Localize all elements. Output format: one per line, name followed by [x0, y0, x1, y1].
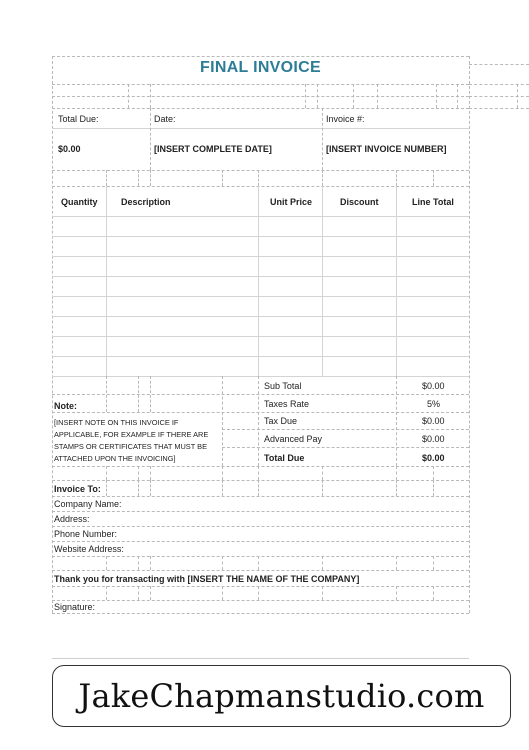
grid-line	[396, 376, 397, 466]
signature-label: Signature:	[54, 602, 96, 612]
grid-line	[52, 84, 469, 85]
grid-line	[52, 108, 469, 109]
grid-line	[150, 376, 151, 412]
grid-line	[377, 84, 378, 108]
grid-line	[396, 186, 397, 376]
grid-line	[128, 84, 129, 108]
grid-line	[396, 170, 397, 186]
watermark-banner	[52, 665, 511, 727]
grid-line	[52, 613, 469, 614]
invoice-number-label: Invoice #:	[326, 114, 365, 124]
website-address-label: Website Address:	[54, 544, 124, 554]
grid-line	[138, 556, 139, 570]
table-row	[52, 236, 469, 237]
grid-line	[222, 556, 223, 570]
total-due-label: Total Due:	[58, 114, 99, 124]
grid-line	[138, 466, 139, 480]
taxes-rate-label: Taxes Rate	[264, 399, 310, 409]
table-row	[52, 296, 469, 297]
date-label: Date:	[154, 114, 176, 124]
grid-line	[258, 480, 259, 496]
grid-line	[469, 56, 470, 613]
grid-line	[138, 586, 139, 600]
column-header-description: Description	[121, 197, 171, 207]
grid-line	[52, 128, 469, 129]
grid-line	[106, 466, 107, 480]
grand-total-label: Total Due	[264, 453, 305, 463]
column-header-line-total: Line Total	[412, 197, 454, 207]
grid-line	[258, 466, 259, 480]
grid-line	[469, 108, 529, 109]
address-label: Address:	[54, 514, 90, 524]
grid-line	[150, 108, 151, 170]
grid-line	[222, 480, 223, 496]
grid-line	[469, 96, 529, 97]
grid-line	[396, 556, 397, 570]
grid-line	[258, 586, 259, 600]
divider	[52, 658, 469, 659]
grand-total-value: $0.00	[422, 453, 445, 463]
grid-line	[396, 480, 397, 496]
grid-line	[353, 84, 354, 108]
grid-line	[517, 84, 518, 108]
table-row	[52, 276, 469, 277]
grid-line	[258, 170, 259, 186]
invoice-to-label: Invoice To:	[54, 484, 101, 494]
grid-line	[150, 586, 151, 600]
grid-line	[52, 526, 469, 527]
grid-line	[52, 570, 469, 571]
table-row	[52, 216, 469, 217]
column-header-unit-price: Unit Price	[270, 197, 313, 207]
grid-line	[222, 447, 469, 448]
grid-line	[52, 600, 469, 601]
grid-line	[52, 170, 469, 171]
advanced-pay-label: Advanced Pay	[264, 434, 323, 444]
grid-line	[222, 586, 223, 600]
grid-line	[52, 556, 469, 557]
tax-due-label: Tax Due	[264, 416, 298, 426]
watermark-text: JakeChapmanstudio.com	[78, 677, 485, 715]
grid-line	[222, 429, 469, 430]
grid-line	[433, 556, 434, 570]
grid-line	[52, 511, 469, 512]
grid-line	[322, 170, 323, 186]
grid-line	[52, 412, 469, 413]
grid-line	[222, 466, 223, 480]
grid-line	[396, 586, 397, 600]
grid-line	[322, 586, 323, 600]
grid-line	[396, 466, 397, 480]
thank-you-message: Thank you for transacting with [INSERT THE NAME OF THE COMPANY]	[54, 574, 360, 584]
grid-line	[106, 556, 107, 570]
note-label: Note:	[54, 401, 77, 411]
grid-line	[106, 586, 107, 600]
table-row	[52, 256, 469, 257]
grid-line	[433, 586, 434, 600]
taxes-rate-value: 5%	[427, 399, 441, 409]
note-text: [INSERT NOTE ON THIS INVOICE IF APPLICABLE, FOR EXAMPLE IF THERE ARE STAMPS OR CERTIFICATES THAT MUST BE ATTACHED UPON THE INVOICING]	[54, 418, 209, 463]
grid-line	[258, 376, 259, 466]
sub-total-value: $0.00	[422, 381, 445, 391]
grid-line	[222, 170, 223, 186]
grid-line	[258, 556, 259, 570]
grid-line	[433, 466, 434, 480]
grid-line	[436, 84, 437, 108]
grid-line	[106, 376, 107, 412]
sub-total-label: Sub Total	[264, 381, 302, 391]
grid-line	[106, 186, 107, 376]
grid-line	[106, 480, 107, 496]
grid-line	[317, 84, 318, 108]
grid-line	[150, 170, 151, 186]
grid-line	[457, 84, 458, 108]
grid-line	[52, 56, 53, 613]
table-row	[52, 356, 469, 357]
grid-line	[52, 394, 469, 395]
invoice-number-value: [INSERT INVOICE NUMBER]	[326, 144, 447, 154]
advanced-pay-value: $0.00	[422, 434, 445, 444]
grid-line	[258, 186, 259, 376]
grid-line	[322, 466, 323, 480]
phone-number-label: Phone Number:	[54, 529, 118, 539]
date-value: [INSERT COMPLETE DATE]	[154, 144, 272, 154]
grid-line	[322, 480, 323, 496]
grid-line	[433, 480, 434, 496]
grid-line	[150, 556, 151, 570]
grid-line	[52, 586, 469, 587]
grid-line	[150, 466, 151, 480]
grid-line	[322, 186, 323, 376]
grid-line	[138, 480, 139, 496]
grid-line	[322, 556, 323, 570]
company-name-label: Company Name:	[54, 499, 122, 509]
column-header-discount: Discount	[340, 197, 379, 207]
invoice-title: FINAL INVOICE	[200, 59, 321, 76]
grid-line	[469, 84, 529, 85]
tax-due-value: $0.00	[422, 416, 445, 426]
total-due-value: $0.00	[58, 144, 81, 154]
grid-line	[469, 64, 529, 65]
grid-line	[52, 186, 469, 187]
grid-line	[52, 541, 469, 542]
grid-line	[150, 84, 151, 108]
grid-line	[52, 466, 469, 467]
grid-line	[52, 56, 469, 57]
grid-line	[52, 480, 469, 481]
table-row	[52, 376, 469, 377]
grid-line	[322, 108, 323, 170]
grid-line	[150, 480, 151, 496]
grid-line	[52, 496, 469, 497]
grid-line	[433, 170, 434, 186]
table-row	[52, 316, 469, 317]
grid-line	[106, 170, 107, 186]
grid-line	[138, 376, 139, 412]
grid-line	[138, 170, 139, 186]
grid-line	[52, 96, 469, 97]
table-row	[52, 336, 469, 337]
grid-line	[305, 84, 306, 108]
column-header-quantity: Quantity	[61, 197, 98, 207]
